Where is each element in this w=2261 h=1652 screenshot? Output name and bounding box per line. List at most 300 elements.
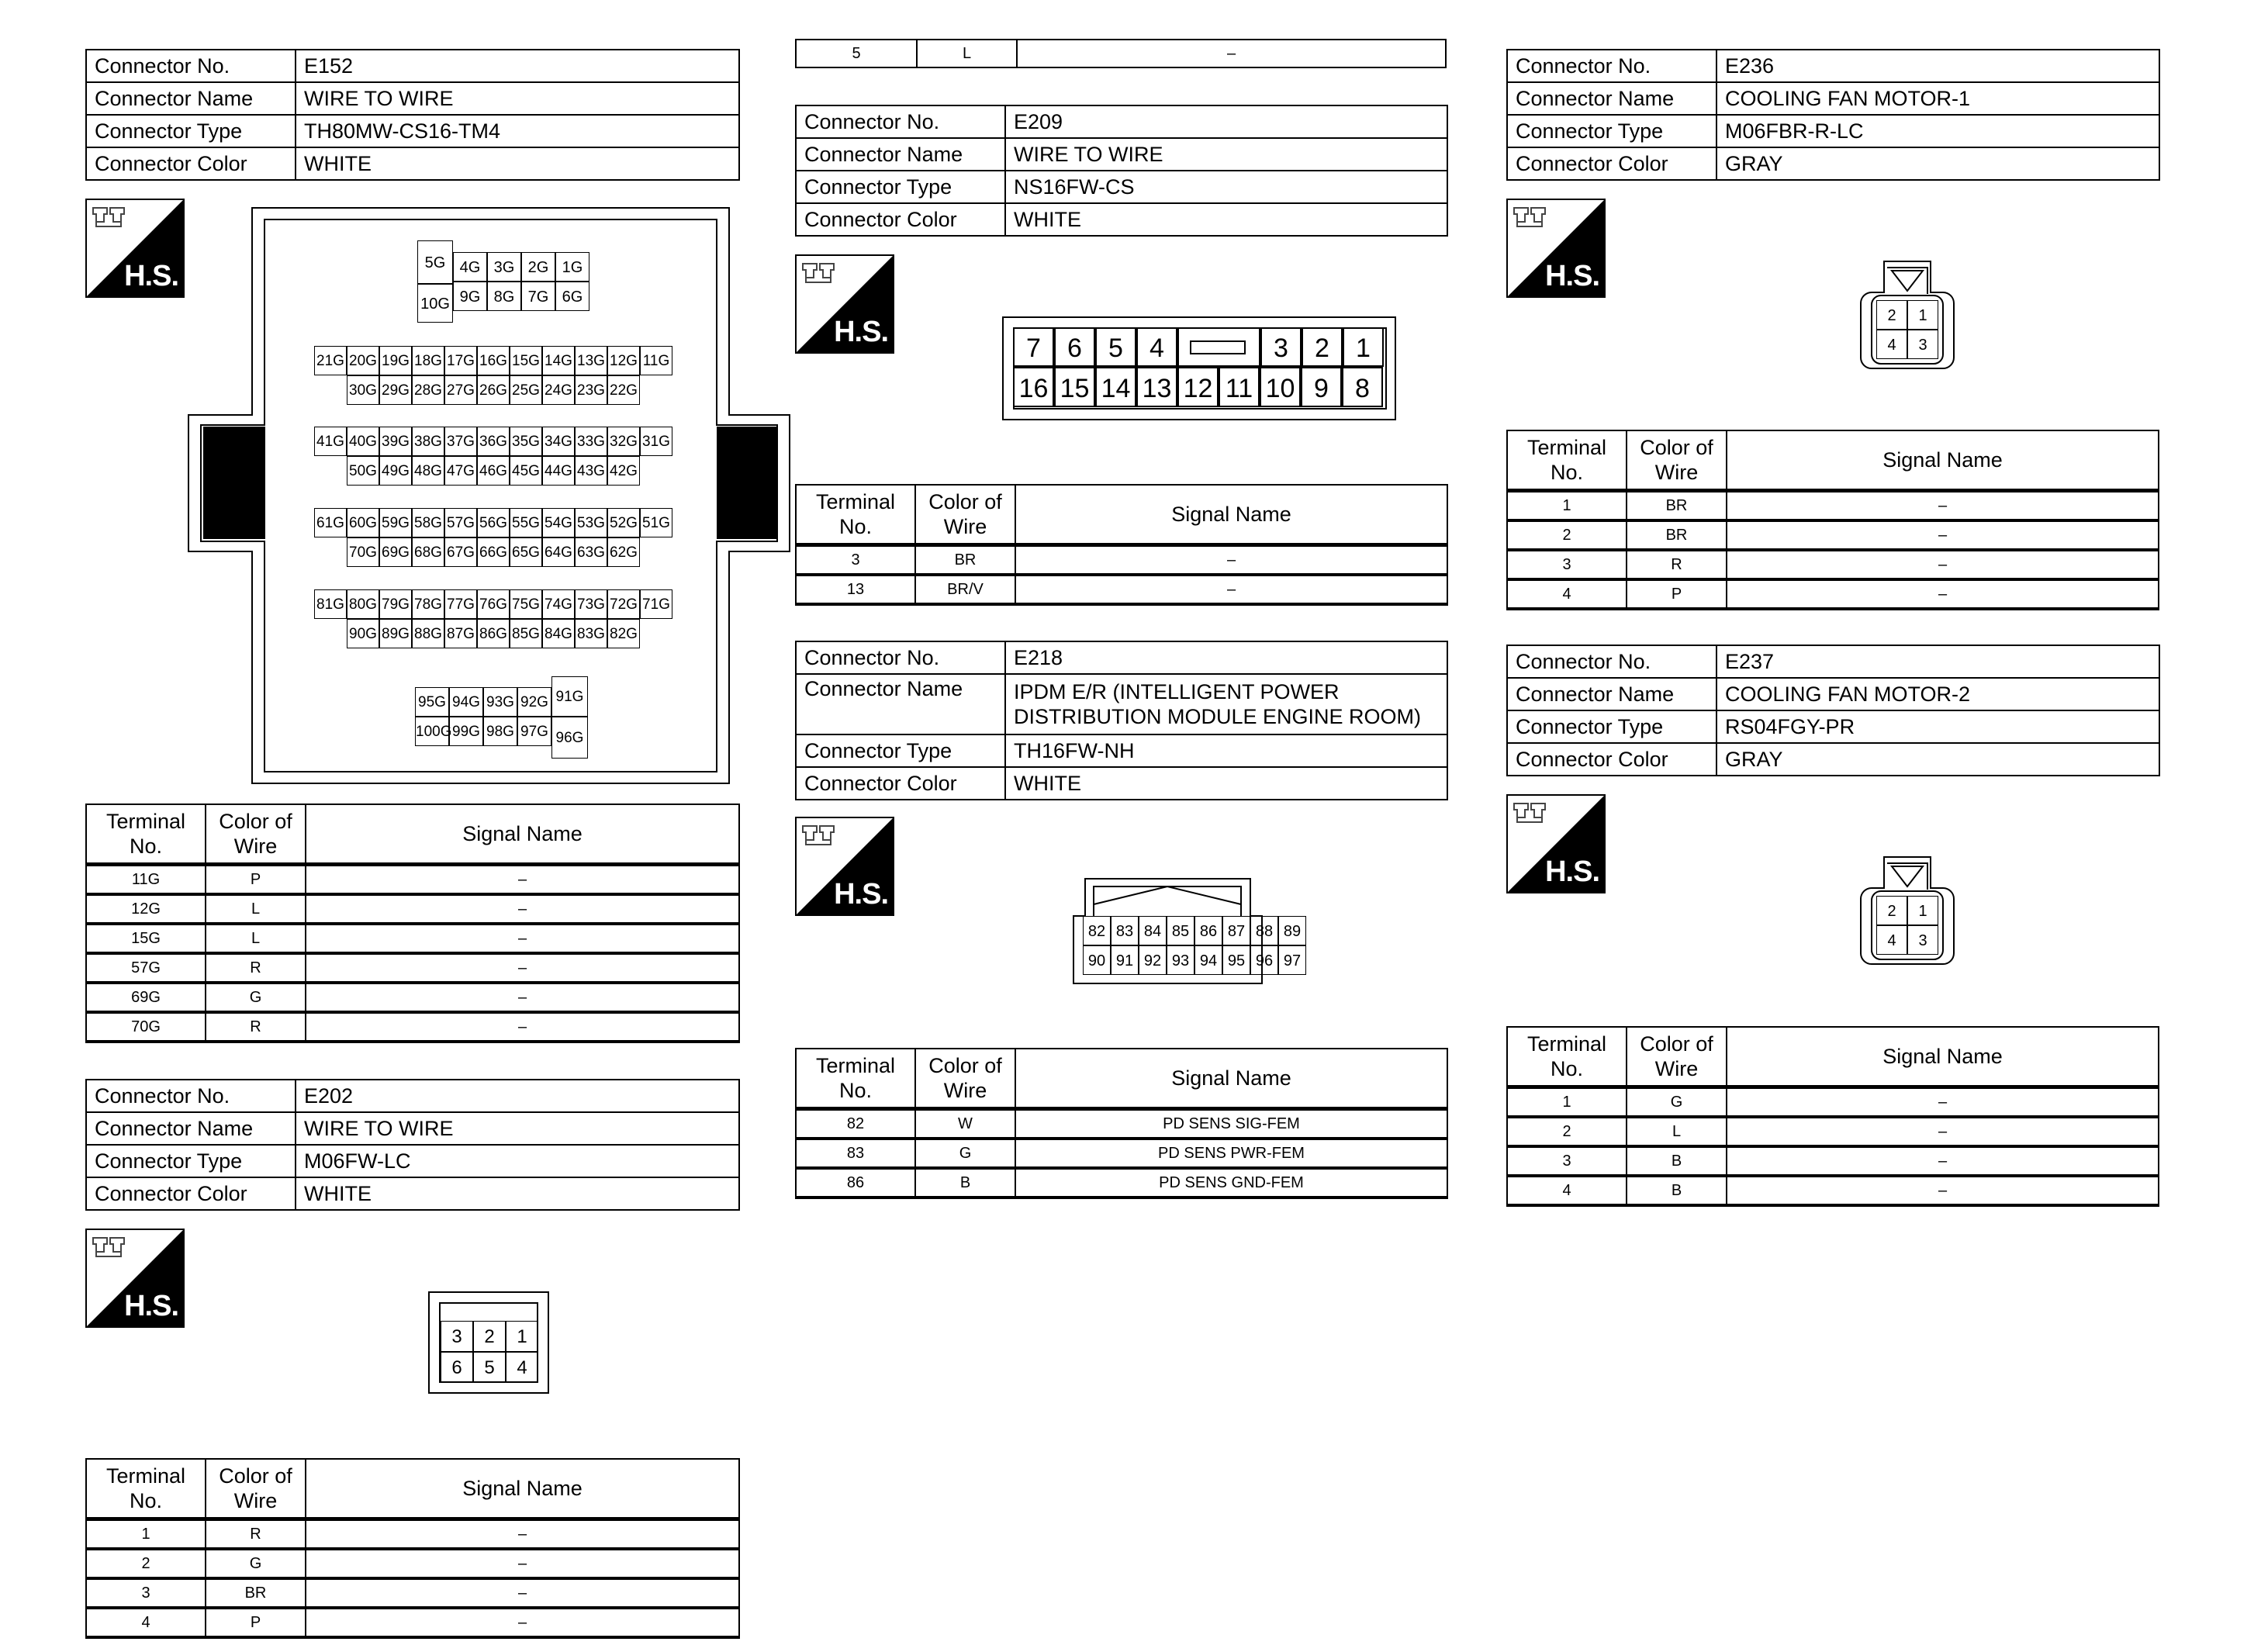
terminal-pin: 90 xyxy=(1083,945,1111,975)
terminal-pin: 5G xyxy=(417,240,453,284)
terminal-pin: 4 xyxy=(1876,925,1907,955)
terminal-pin: 35G xyxy=(510,427,542,456)
wire-color-cell: P xyxy=(206,865,306,895)
terminal-pin: 46G xyxy=(477,456,510,486)
connector-no-label: Connector No. xyxy=(86,50,296,82)
terminal-pin: 10G xyxy=(417,284,453,323)
terminal-no-cell: 2 xyxy=(1507,520,1627,550)
terminal-pin: 9 xyxy=(1301,367,1342,407)
wire-color-cell: G xyxy=(1627,1087,1727,1118)
terminal-pin: 25G xyxy=(510,375,542,405)
connector-name-label: Connector Name xyxy=(1507,82,1716,115)
terminal-pin: 50G xyxy=(347,456,379,486)
connector-no-value: E152 xyxy=(296,50,739,82)
terminal-pin: 44G xyxy=(542,456,575,486)
terminal-table-header xyxy=(86,1459,739,1519)
wire-color-header: Color of Wire xyxy=(1627,1027,1727,1087)
terminal-pin: 70G xyxy=(347,537,379,567)
connector-type-value: M06FBR-R-LC xyxy=(1716,115,2159,147)
terminal-pin: 41G xyxy=(314,427,347,456)
terminal-pin: 69G xyxy=(379,537,412,567)
terminal-pin: 88 xyxy=(1250,916,1278,945)
signal-name-cell: – xyxy=(306,1012,739,1042)
signal-name-cell: – xyxy=(1017,40,1446,67)
terminal-pin: 2 xyxy=(1302,327,1343,367)
signal-name-header: Signal Name xyxy=(306,1459,739,1519)
e202-connector-info xyxy=(85,1079,740,1211)
terminal-pin: 94G xyxy=(449,687,483,717)
terminal-pin: 33G xyxy=(575,427,607,456)
terminal-pin: 1 xyxy=(1907,300,1938,330)
terminal-no-cell: 4 xyxy=(1507,579,1627,609)
terminal-pin: 3 xyxy=(1907,330,1938,359)
hs-label: H.S. xyxy=(124,260,178,292)
signal-name-cell: PD SENS GND-FEM xyxy=(1015,1168,1447,1198)
terminal-pin: 91 xyxy=(1111,945,1139,975)
connector-color-label: Connector Color xyxy=(796,767,1005,800)
terminal-pin: 78G xyxy=(412,589,444,619)
terminal-pin: 1 xyxy=(1907,896,1938,925)
terminal-pin: 91G xyxy=(551,676,588,717)
terminal-pin: 7G xyxy=(521,282,555,311)
terminal-no-header: Terminal No. xyxy=(796,1049,915,1109)
connector-name-label: Connector Name xyxy=(796,674,1005,734)
connector-color-label: Connector Color xyxy=(86,147,296,180)
signal-name-cell: – xyxy=(306,953,739,983)
hs-label: H.S. xyxy=(1545,855,1599,888)
terminal-pin: 79G xyxy=(379,589,412,619)
wire-color-cell: B xyxy=(915,1168,1015,1198)
terminal-pin: 85G xyxy=(510,619,542,648)
terminal-pin: 26G xyxy=(477,375,510,405)
terminal-pin: 76G xyxy=(477,589,510,619)
terminal-pin: 93 xyxy=(1167,945,1194,975)
terminal-pin: 24G xyxy=(542,375,575,405)
terminal-pin: 98G xyxy=(483,717,517,746)
signal-name-cell: – xyxy=(1727,1087,2159,1118)
terminal-pin: 3 xyxy=(1907,925,1938,955)
terminal-pin: 1 xyxy=(506,1321,538,1352)
connector-color-label: Connector Color xyxy=(796,203,1005,236)
signal-name-cell: – xyxy=(1727,491,2159,521)
terminal-pin: 36G xyxy=(477,427,510,456)
terminal-pin: 15G xyxy=(510,346,542,375)
connector-name-value: WIRE TO WIRE xyxy=(1005,138,1447,171)
terminal-pin: 2G xyxy=(521,252,555,282)
terminal-no-cell: 11G xyxy=(86,865,206,895)
table-row xyxy=(1507,1087,2159,1118)
wire-color-header: Color of Wire xyxy=(1627,430,1727,491)
connector-color-value: WHITE xyxy=(1005,767,1447,800)
terminal-no-cell: 2 xyxy=(86,1549,206,1578)
terminal-pin: 42G xyxy=(607,456,640,486)
signal-name-header: Signal Name xyxy=(1015,1049,1447,1109)
terminal-pin: 22G xyxy=(607,375,640,405)
terminal-no-header: Terminal No. xyxy=(86,804,206,865)
connector-no-value: E209 xyxy=(1005,105,1447,138)
table-row xyxy=(796,1139,1447,1168)
terminal-no-cell: 1 xyxy=(86,1519,206,1550)
terminal-pin: 65G xyxy=(510,537,542,567)
e218-terminal-table xyxy=(795,1048,1448,1199)
wire-color-cell: R xyxy=(206,1012,306,1042)
wire-color-cell: W xyxy=(915,1109,1015,1139)
terminal-pin: 96 xyxy=(1250,945,1278,975)
terminal-pin: 32G xyxy=(607,427,640,456)
terminal-table-header xyxy=(796,1049,1447,1109)
wire-color-cell: BR xyxy=(1627,491,1727,521)
e202-connector-color-row xyxy=(86,1177,739,1210)
terminal-pin: 47G xyxy=(444,456,477,486)
connector-no-label: Connector No. xyxy=(1507,50,1716,82)
terminal-pin: 95G xyxy=(415,687,449,717)
connector-type-label: Connector Type xyxy=(796,734,1005,767)
terminal-pin: 38G xyxy=(412,427,444,456)
connector-name-label: Connector Name xyxy=(796,138,1005,171)
wire-color-cell: G xyxy=(915,1139,1015,1168)
terminal-pin: 83 xyxy=(1111,916,1139,945)
table-row xyxy=(86,1012,739,1042)
wire-color-cell: B xyxy=(1627,1176,1727,1205)
signal-name-cell: – xyxy=(306,924,739,953)
terminal-pin: 2 xyxy=(1876,300,1907,330)
connector-type-label: Connector Type xyxy=(1507,710,1716,743)
terminal-pin: 4 xyxy=(1876,330,1907,359)
wire-color-cell: P xyxy=(1627,579,1727,609)
terminal-pin: 84G xyxy=(542,619,575,648)
terminal-no-cell: 3 xyxy=(1507,1146,1627,1176)
signal-name-cell: – xyxy=(1727,1117,2159,1146)
connector-color-value: WHITE xyxy=(296,147,739,180)
terminal-pin: 11 xyxy=(1219,367,1260,407)
signal-name-cell: – xyxy=(306,1608,739,1637)
signal-name-cell: – xyxy=(1727,550,2159,579)
terminal-pin: 43G xyxy=(575,456,607,486)
connector-no-value: E236 xyxy=(1716,50,2159,82)
terminal-no-cell: 5 xyxy=(796,40,917,67)
connector-type-value: TH80MW-CS16-TM4 xyxy=(296,115,739,147)
terminal-pin: 83G xyxy=(575,619,607,648)
terminal-pin: 3 xyxy=(441,1321,473,1352)
terminal-pin: 87G xyxy=(444,619,477,648)
connector-name-label: Connector Name xyxy=(86,1112,296,1145)
terminal-pin: 74G xyxy=(542,589,575,619)
terminal-pin: 57G xyxy=(444,508,477,537)
terminal-pin: 34G xyxy=(542,427,575,456)
terminal-pin: 18G xyxy=(412,346,444,375)
terminal-no-cell: 15G xyxy=(86,924,206,953)
terminal-no-cell: 57G xyxy=(86,953,206,983)
terminal-pin: 60G xyxy=(347,508,379,537)
terminal-pin: 64G xyxy=(542,537,575,567)
wire-color-cell: BR xyxy=(1627,520,1727,550)
terminal-pin: 100G xyxy=(415,717,449,746)
terminal-pin: 16 xyxy=(1013,367,1054,407)
terminal-pin: 8G xyxy=(487,282,521,311)
terminal-pin: 9G xyxy=(453,282,487,311)
terminal-pin: 1G xyxy=(555,252,589,282)
wire-color-cell: BR/V xyxy=(915,575,1015,604)
wire-color-header: Color of Wire xyxy=(206,804,306,865)
terminal-pin: 99G xyxy=(449,717,483,746)
connector-type-value: TH16FW-NH xyxy=(1005,734,1447,767)
wire-color-cell: R xyxy=(1627,550,1727,579)
signal-name-cell: – xyxy=(306,1578,739,1608)
wire-color-cell: G xyxy=(206,1549,306,1578)
connector-no-value: E218 xyxy=(1005,641,1447,674)
wire-color-cell: L xyxy=(1627,1117,1727,1146)
connector-type-value: M06FW-LC xyxy=(296,1145,739,1177)
terminal-pin: 89 xyxy=(1278,916,1306,945)
connector-no-label: Connector No. xyxy=(86,1080,296,1112)
terminal-pin: 12 xyxy=(1177,367,1219,407)
connector-color-value: GRAY xyxy=(1716,743,2159,776)
connector-color-value: WHITE xyxy=(296,1177,739,1210)
wire-color-cell: BR xyxy=(206,1578,306,1608)
terminal-pin: 68G xyxy=(412,537,444,567)
terminal-pin: 90G xyxy=(347,619,379,648)
terminal-pin: 12G xyxy=(607,346,640,375)
connector-type-value: RS04FGY-PR xyxy=(1716,710,2159,743)
signal-name-cell: – xyxy=(306,894,739,924)
terminal-pin: 8 xyxy=(1342,367,1383,407)
terminal-pin: 16G xyxy=(477,346,510,375)
terminal-pin: 52G xyxy=(607,508,640,537)
connector-color-label: Connector Color xyxy=(1507,743,1716,776)
signal-name-header: Signal Name xyxy=(1727,430,2159,491)
terminal-pin: 4 xyxy=(506,1352,538,1383)
hs-label: H.S. xyxy=(1545,260,1599,292)
terminal-pin: 30G xyxy=(347,375,379,405)
wire-color-cell: G xyxy=(206,983,306,1012)
harness-side-icon xyxy=(85,1229,185,1328)
hs-label: H.S. xyxy=(834,878,888,911)
terminal-no-cell: 4 xyxy=(86,1608,206,1637)
terminal-no-cell: 12G xyxy=(86,894,206,924)
wire-color-cell: L xyxy=(917,40,1017,67)
terminal-pin: 19G xyxy=(379,346,412,375)
wire-color-header: Color of Wire xyxy=(206,1459,306,1519)
signal-name-cell: – xyxy=(306,1549,739,1578)
terminal-pin: 72G xyxy=(607,589,640,619)
connector-name-value: WIRE TO WIRE xyxy=(296,1112,739,1145)
connector-no-label: Connector No. xyxy=(796,641,1005,674)
terminal-pin: 58G xyxy=(412,508,444,537)
terminal-no-cell: 70G xyxy=(86,1012,206,1042)
signal-name-cell: – xyxy=(1727,1176,2159,1205)
connector-color-label: Connector Color xyxy=(86,1177,296,1210)
terminal-pin: 82G xyxy=(607,619,640,648)
hs-label: H.S. xyxy=(834,316,888,348)
terminal-no-cell: 69G xyxy=(86,983,206,1012)
connector-color-label: Connector Color xyxy=(1507,147,1716,180)
terminal-pin: 45G xyxy=(510,456,542,486)
terminal-pin: 48G xyxy=(412,456,444,486)
terminal-pin: 6G xyxy=(555,282,589,311)
terminal-pin: 94 xyxy=(1194,945,1222,975)
terminal-no-cell: 86 xyxy=(796,1168,915,1198)
terminal-pin: 92G xyxy=(517,687,551,717)
terminal-no-cell: 1 xyxy=(1507,491,1627,521)
terminal-pin: 4 xyxy=(1136,327,1177,367)
e202-terminal-table xyxy=(85,1458,740,1639)
terminal-pin: 15 xyxy=(1054,367,1095,407)
terminal-no-cell: 1 xyxy=(1507,1087,1627,1118)
wire-color-cell: BR xyxy=(915,545,1015,575)
terminal-pin: 29G xyxy=(379,375,412,405)
connector-type-label: Connector Type xyxy=(1507,115,1716,147)
signal-name-cell: – xyxy=(1015,545,1447,575)
table-row xyxy=(1507,1146,2159,1176)
terminal-pin: 61G xyxy=(314,508,347,537)
terminal-pin: 31G xyxy=(640,427,672,456)
terminal-pin: 49G xyxy=(379,456,412,486)
terminal-pin: 89G xyxy=(379,619,412,648)
terminal-pin: 5 xyxy=(473,1352,506,1383)
connector-color-value: WHITE xyxy=(1005,203,1447,236)
terminal-pin: 63G xyxy=(575,537,607,567)
terminal-pin: 81G xyxy=(314,589,347,619)
terminal-no-cell: 4 xyxy=(1507,1176,1627,1205)
connector-type-label: Connector Type xyxy=(86,1145,296,1177)
terminal-pin: 86G xyxy=(477,619,510,648)
e202-connector-no-row xyxy=(86,1080,739,1112)
signal-name-cell: – xyxy=(306,1519,739,1550)
terminal-pin: 62G xyxy=(607,537,640,567)
connector-name-value: IPDM E/R (INTELLIGENT POWER DISTRIBUTION MODULE ENGINE ROOM) xyxy=(1005,674,1447,734)
terminal-pin: 86 xyxy=(1194,916,1222,945)
terminal-pin: 97 xyxy=(1278,945,1306,975)
terminal-table-header xyxy=(1507,1027,2159,1087)
terminal-pin: 17G xyxy=(444,346,477,375)
wire-color-header: Color of Wire xyxy=(915,1049,1015,1109)
connector-no-label: Connector No. xyxy=(1507,645,1716,678)
connector-no-label: Connector No. xyxy=(796,105,1005,138)
table-row xyxy=(796,1168,1447,1198)
terminal-no-header: Terminal No. xyxy=(796,485,915,545)
terminal-pin: 6 xyxy=(441,1352,473,1383)
signal-name-cell: – xyxy=(1727,579,2159,609)
wire-color-cell: L xyxy=(206,894,306,924)
terminal-pin: 66G xyxy=(477,537,510,567)
terminal-pin: 96G xyxy=(551,717,588,759)
signal-name-cell: – xyxy=(1727,520,2159,550)
signal-name-cell: PD SENS SIG-FEM xyxy=(1015,1109,1447,1139)
terminal-pin: 6 xyxy=(1054,327,1095,367)
terminal-no-cell: 13 xyxy=(796,575,915,604)
connector-color-value: GRAY xyxy=(1716,147,2159,180)
terminal-pin: 71G xyxy=(640,589,672,619)
table-row xyxy=(86,1608,739,1637)
terminal-pin: 23G xyxy=(575,375,607,405)
table-row xyxy=(1507,1117,2159,1146)
wire-color-cell: L xyxy=(206,924,306,953)
terminal-pin: 40G xyxy=(347,427,379,456)
connector-type-label: Connector Type xyxy=(86,115,296,147)
terminal-pin: 77G xyxy=(444,589,477,619)
terminal-pin: 13 xyxy=(1136,367,1177,407)
table-row xyxy=(1507,1176,2159,1205)
terminal-pin: 37G xyxy=(444,427,477,456)
terminal-pin: 14 xyxy=(1095,367,1136,407)
signal-name-cell: – xyxy=(306,865,739,895)
e202-connector-name-row xyxy=(86,1112,739,1145)
terminal-pin: 14G xyxy=(542,346,575,375)
signal-name-cell: – xyxy=(1015,575,1447,604)
terminal-pin: 21G xyxy=(314,346,347,375)
terminal-no-cell: 3 xyxy=(1507,550,1627,579)
connector-name-label: Connector Name xyxy=(86,82,296,115)
terminal-pin: 20G xyxy=(347,346,379,375)
connector-name-value: WIRE TO WIRE xyxy=(296,82,739,115)
signal-name-header: Signal Name xyxy=(1727,1027,2159,1087)
terminal-pin: 54G xyxy=(542,508,575,537)
terminal-pin: 84 xyxy=(1139,916,1167,945)
signal-name-cell: PD SENS PWR-FEM xyxy=(1015,1139,1447,1168)
terminal-pin: 10 xyxy=(1260,367,1301,407)
terminal-pin: 2 xyxy=(473,1321,506,1352)
terminal-pin: 11G xyxy=(640,346,672,375)
terminal-no-cell: 83 xyxy=(796,1139,915,1168)
wire-color-cell: P xyxy=(206,1608,306,1637)
signal-name-header: Signal Name xyxy=(306,804,739,865)
wire-color-cell: B xyxy=(1627,1146,1727,1176)
terminal-pin: 4G xyxy=(453,252,487,282)
signal-name-cell: – xyxy=(1727,1146,2159,1176)
terminal-no-header: Terminal No. xyxy=(1507,430,1627,491)
terminal-no-cell: 3 xyxy=(86,1578,206,1608)
connector-no-value: E202 xyxy=(296,1080,739,1112)
signal-name-cell: – xyxy=(306,983,739,1012)
hs-label: H.S. xyxy=(124,1290,178,1322)
wire-color-header: Color of Wire xyxy=(915,485,1015,545)
terminal-pin: 87 xyxy=(1222,916,1250,945)
e202-connector-type-row xyxy=(86,1145,739,1177)
terminal-pin: 82 xyxy=(1083,916,1111,945)
terminal-pin: 51G xyxy=(640,508,672,537)
terminal-pin: 2 xyxy=(1876,896,1907,925)
terminal-pin: 73G xyxy=(575,589,607,619)
table-row xyxy=(86,1578,739,1608)
table-row xyxy=(86,1549,739,1578)
table-row xyxy=(86,1519,739,1550)
terminal-pin: 28G xyxy=(412,375,444,405)
terminal-pin: 55G xyxy=(510,508,542,537)
terminal-pin: 85 xyxy=(1167,916,1194,945)
terminal-no-cell: 82 xyxy=(796,1109,915,1139)
terminal-pin: 75G xyxy=(510,589,542,619)
wire-color-cell: R xyxy=(206,1519,306,1550)
e237-terminal-table xyxy=(1506,1026,2159,1207)
connector-name-value: COOLING FAN MOTOR-2 xyxy=(1716,678,2159,710)
connector-type-label: Connector Type xyxy=(796,171,1005,203)
terminal-no-header: Terminal No. xyxy=(86,1459,206,1519)
terminal-pin: 80G xyxy=(347,589,379,619)
terminal-pin: 59G xyxy=(379,508,412,537)
wire-color-cell: R xyxy=(206,953,306,983)
terminal-pin: 53G xyxy=(575,508,607,537)
terminal-pin: 56G xyxy=(477,508,510,537)
terminal-pin: 97G xyxy=(517,717,551,746)
connector-type-value: NS16FW-CS xyxy=(1005,171,1447,203)
terminal-pin: 3 xyxy=(1260,327,1302,367)
terminal-pin: 7 xyxy=(1013,327,1054,367)
signal-name-header: Signal Name xyxy=(1015,485,1447,545)
terminal-pin: 39G xyxy=(379,427,412,456)
terminal-pin: 67G xyxy=(444,537,477,567)
terminal-pin: 93G xyxy=(483,687,517,717)
terminal-pin: 27G xyxy=(444,375,477,405)
